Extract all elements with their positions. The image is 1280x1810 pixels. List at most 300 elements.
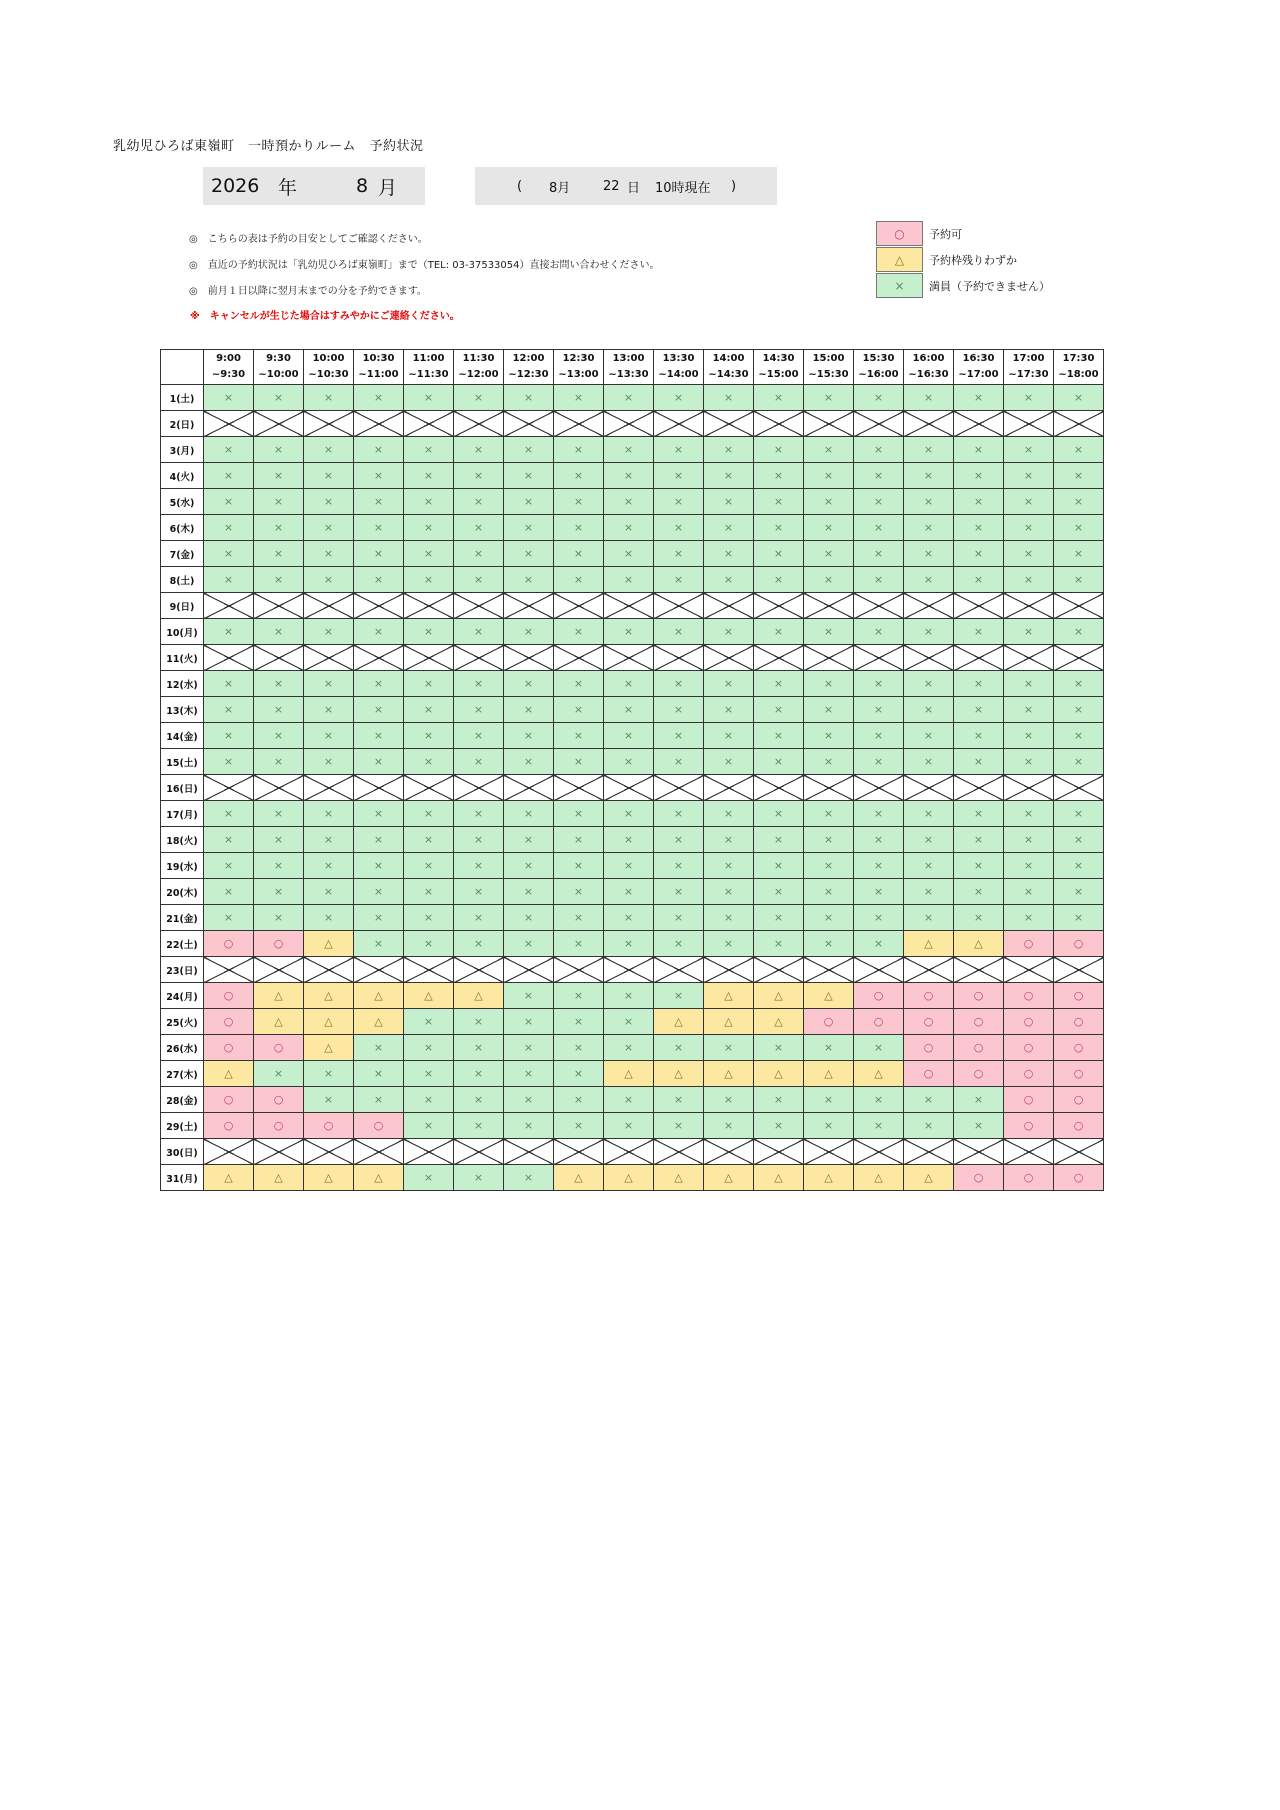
- slot-full-cell: ×: [954, 541, 1004, 567]
- slot-full-cell: ×: [354, 671, 404, 697]
- slot-full-cell: ×: [804, 827, 854, 853]
- slot-closed-cell: [904, 645, 954, 671]
- slot-full-cell: ×: [404, 801, 454, 827]
- slot-closed-cell: [854, 775, 904, 801]
- slot-end: ~17:00: [958, 369, 999, 380]
- slot-closed-cell: [404, 645, 454, 671]
- slot-few-left-cell: △: [204, 1165, 254, 1191]
- slot-full-cell: ×: [1054, 697, 1104, 723]
- day-row: [161, 1165, 1104, 1191]
- slot-full-cell: ×: [1054, 437, 1104, 463]
- slot-closed-cell: [204, 411, 254, 437]
- slot-full-cell: ×: [754, 1113, 804, 1139]
- slot-full-cell: ×: [504, 1009, 554, 1035]
- day-label: 12(水): [161, 671, 204, 697]
- slot-full-cell: ×: [204, 619, 254, 645]
- slot-full-cell: ×: [654, 983, 704, 1009]
- slot-full-cell: ×: [654, 749, 704, 775]
- legend-item-full: [876, 273, 1050, 298]
- slot-full-cell: ×: [204, 879, 254, 905]
- time-slot-header: [754, 350, 804, 385]
- slot-end: ~12:30: [508, 369, 549, 380]
- slot-full-cell: ×: [854, 463, 904, 489]
- slot-full-cell: ×: [204, 827, 254, 853]
- slot-few-left-cell: △: [704, 1165, 754, 1191]
- slot-start: 12:30: [562, 353, 595, 364]
- slot-full-cell: ×: [604, 515, 654, 541]
- slot-full-cell: ×: [904, 697, 954, 723]
- slot-full-cell: ×: [504, 437, 554, 463]
- slot-full-cell: ×: [904, 801, 954, 827]
- slot-full-cell: ×: [204, 541, 254, 567]
- slot-full-cell: ×: [1004, 385, 1054, 411]
- slot-available-cell: ○: [854, 1009, 904, 1035]
- slot-few-left-cell: △: [304, 931, 354, 957]
- day-label: 1(土): [161, 385, 204, 411]
- slot-full-cell: ×: [554, 1087, 604, 1113]
- day-row: [161, 385, 1104, 411]
- note-2: ◎ 直近の予約状況は「乳幼児ひろば東嶺町」まで（TEL: 03-37533054）直接お問い合わせください。: [189, 260, 660, 271]
- slot-full-cell: ×: [354, 463, 404, 489]
- slot-available-cell: ○: [1054, 1009, 1104, 1035]
- slot-full-cell: ×: [304, 567, 354, 593]
- slot-closed-cell: [654, 593, 704, 619]
- day-label: 20(木): [161, 879, 204, 905]
- slot-closed-cell: [254, 1139, 304, 1165]
- slot-full-cell: ×: [254, 697, 304, 723]
- slot-full-cell: ×: [654, 801, 704, 827]
- slot-full-cell: ×: [854, 1087, 904, 1113]
- time-slot-header: [704, 350, 754, 385]
- slot-start: 17:30: [1062, 353, 1095, 364]
- slot-available-cell: ○: [904, 1009, 954, 1035]
- slot-full-cell: ×: [554, 1009, 604, 1035]
- slot-full-cell: ×: [854, 697, 904, 723]
- slot-closed-cell: [754, 411, 804, 437]
- day-label: 10(月): [161, 619, 204, 645]
- slot-full-cell: ×: [504, 1061, 554, 1087]
- slot-few-left-cell: △: [354, 983, 404, 1009]
- slot-full-cell: ×: [354, 905, 404, 931]
- slot-few-left-cell: △: [404, 983, 454, 1009]
- slot-closed-cell: [554, 775, 604, 801]
- slot-full-cell: ×: [704, 385, 754, 411]
- slot-available-cell: ○: [1054, 1113, 1104, 1139]
- slot-full-cell: ×: [304, 515, 354, 541]
- slot-full-cell: ×: [704, 801, 754, 827]
- slot-full-cell: ×: [1004, 567, 1054, 593]
- as-of-time: 10時現在: [655, 180, 711, 196]
- slot-full-cell: ×: [504, 827, 554, 853]
- slot-full-cell: ×: [354, 541, 404, 567]
- slot-closed-cell: [404, 1139, 454, 1165]
- slot-full-cell: ×: [454, 567, 504, 593]
- day-row: [161, 567, 1104, 593]
- slot-closed-cell: [504, 775, 554, 801]
- slot-closed-cell: [404, 593, 454, 619]
- slot-full-cell: ×: [904, 879, 954, 905]
- slot-full-cell: ×: [1054, 385, 1104, 411]
- slot-full-cell: ×: [654, 905, 704, 931]
- slot-closed-cell: [404, 411, 454, 437]
- circle-icon: ○: [876, 221, 923, 246]
- slot-few-left-cell: △: [254, 1009, 304, 1035]
- slot-few-left-cell: △: [954, 931, 1004, 957]
- slot-closed-cell: [1004, 645, 1054, 671]
- slot-closed-cell: [1054, 411, 1104, 437]
- slot-end: ~14:30: [708, 369, 749, 380]
- slot-closed-cell: [954, 411, 1004, 437]
- slot-full-cell: ×: [304, 697, 354, 723]
- slot-full-cell: ×: [304, 1087, 354, 1113]
- slot-closed-cell: [304, 957, 354, 983]
- slot-closed-cell: [404, 775, 454, 801]
- slot-full-cell: ×: [554, 671, 604, 697]
- slot-full-cell: ×: [804, 671, 854, 697]
- slot-available-cell: ○: [254, 1087, 304, 1113]
- slot-closed-cell: [354, 775, 404, 801]
- slot-full-cell: ×: [404, 1061, 454, 1087]
- month-value: 8: [356, 175, 369, 197]
- slot-full-cell: ×: [804, 697, 854, 723]
- slot-start: 11:00: [412, 353, 445, 364]
- slot-full-cell: ×: [954, 749, 1004, 775]
- slot-available-cell: ○: [254, 931, 304, 957]
- slot-full-cell: ×: [304, 905, 354, 931]
- slot-closed-cell: [304, 411, 354, 437]
- month-label: 月: [378, 176, 398, 199]
- slot-full-cell: ×: [1004, 515, 1054, 541]
- slot-closed-cell: [254, 593, 304, 619]
- slot-full-cell: ×: [554, 905, 604, 931]
- slot-full-cell: ×: [954, 853, 1004, 879]
- time-slot-header: [354, 350, 404, 385]
- slot-full-cell: ×: [354, 437, 404, 463]
- slot-full-cell: ×: [1054, 619, 1104, 645]
- slot-full-cell: ×: [904, 1087, 954, 1113]
- slot-full-cell: ×: [404, 723, 454, 749]
- slot-available-cell: ○: [204, 931, 254, 957]
- slot-end: ~11:00: [358, 369, 399, 380]
- day-label: 29(土): [161, 1113, 204, 1139]
- slot-available-cell: ○: [954, 983, 1004, 1009]
- slot-full-cell: ×: [604, 1113, 654, 1139]
- slot-full-cell: ×: [804, 515, 854, 541]
- slot-full-cell: ×: [354, 723, 404, 749]
- slot-full-cell: ×: [604, 385, 654, 411]
- slot-full-cell: ×: [604, 1035, 654, 1061]
- slot-full-cell: ×: [904, 1113, 954, 1139]
- day-row: [161, 645, 1104, 671]
- slot-closed-cell: [504, 957, 554, 983]
- slot-full-cell: ×: [404, 567, 454, 593]
- slot-full-cell: ×: [604, 801, 654, 827]
- slot-full-cell: ×: [954, 437, 1004, 463]
- slot-full-cell: ×: [404, 853, 454, 879]
- slot-closed-cell: [704, 1139, 754, 1165]
- slot-few-left-cell: △: [454, 983, 504, 1009]
- time-slot-header: [254, 350, 304, 385]
- slot-full-cell: ×: [554, 385, 604, 411]
- slot-available-cell: ○: [904, 1035, 954, 1061]
- slot-full-cell: ×: [804, 437, 854, 463]
- slot-full-cell: ×: [804, 619, 854, 645]
- slot-closed-cell: [554, 645, 604, 671]
- slot-full-cell: ×: [754, 853, 804, 879]
- slot-end: ~15:30: [808, 369, 849, 380]
- slot-end: ~18:00: [1058, 369, 1099, 380]
- slot-available-cell: ○: [904, 1061, 954, 1087]
- legend: [876, 221, 1050, 299]
- slot-full-cell: ×: [904, 619, 954, 645]
- slot-full-cell: ×: [1004, 801, 1054, 827]
- slot-full-cell: ×: [304, 853, 354, 879]
- slot-closed-cell: [704, 645, 754, 671]
- slot-full-cell: ×: [954, 1113, 1004, 1139]
- time-slot-header: [504, 350, 554, 385]
- slot-full-cell: ×: [504, 1035, 554, 1061]
- slot-full-cell: ×: [1004, 463, 1054, 489]
- slot-full-cell: ×: [954, 697, 1004, 723]
- slot-full-cell: ×: [1054, 723, 1104, 749]
- slot-full-cell: ×: [404, 515, 454, 541]
- slot-closed-cell: [854, 593, 904, 619]
- slot-end: ~12:00: [458, 369, 499, 380]
- slot-full-cell: ×: [654, 723, 704, 749]
- slot-closed-cell: [604, 593, 654, 619]
- slot-full-cell: ×: [204, 671, 254, 697]
- slot-full-cell: ×: [254, 671, 304, 697]
- slot-full-cell: ×: [954, 827, 1004, 853]
- as-of-open: (: [517, 178, 523, 194]
- slot-full-cell: ×: [604, 437, 654, 463]
- slot-full-cell: ×: [804, 905, 854, 931]
- time-slot-header: [604, 350, 654, 385]
- slot-full-cell: ×: [854, 385, 904, 411]
- slot-full-cell: ×: [354, 1087, 404, 1113]
- slot-full-cell: ×: [704, 1087, 754, 1113]
- slot-full-cell: ×: [204, 437, 254, 463]
- slot-few-left-cell: △: [204, 1061, 254, 1087]
- slot-full-cell: ×: [704, 567, 754, 593]
- slot-full-cell: ×: [1004, 619, 1054, 645]
- slot-closed-cell: [354, 1139, 404, 1165]
- note-1: ◎ こちらの表は予約の目安としてご確認ください。: [189, 234, 428, 245]
- slot-full-cell: ×: [604, 1009, 654, 1035]
- slot-full-cell: ×: [354, 567, 404, 593]
- slot-few-left-cell: △: [904, 931, 954, 957]
- slot-full-cell: ×: [704, 1113, 754, 1139]
- slot-available-cell: ○: [354, 1113, 404, 1139]
- slot-few-left-cell: △: [754, 1061, 804, 1087]
- slot-full-cell: ×: [704, 437, 754, 463]
- slot-closed-cell: [304, 645, 354, 671]
- slot-full-cell: ×: [504, 749, 554, 775]
- slot-closed-cell: [204, 957, 254, 983]
- slot-full-cell: ×: [904, 905, 954, 931]
- slot-full-cell: ×: [604, 1087, 654, 1113]
- slot-full-cell: ×: [304, 489, 354, 515]
- slot-full-cell: ×: [904, 463, 954, 489]
- slot-full-cell: ×: [1054, 671, 1104, 697]
- slot-full-cell: ×: [804, 853, 854, 879]
- slot-available-cell: ○: [1054, 983, 1104, 1009]
- slot-full-cell: ×: [304, 671, 354, 697]
- slot-full-cell: ×: [954, 385, 1004, 411]
- slot-full-cell: ×: [304, 749, 354, 775]
- slot-full-cell: ×: [604, 905, 654, 931]
- slot-full-cell: ×: [254, 541, 304, 567]
- slot-full-cell: ×: [804, 1113, 854, 1139]
- slot-few-left-cell: △: [654, 1061, 704, 1087]
- slot-full-cell: ×: [254, 879, 304, 905]
- slot-full-cell: ×: [804, 567, 854, 593]
- slot-full-cell: ×: [254, 515, 304, 541]
- slot-full-cell: ×: [954, 905, 1004, 931]
- slot-full-cell: ×: [1054, 463, 1104, 489]
- slot-few-left-cell: △: [704, 1061, 754, 1087]
- slot-full-cell: ×: [704, 931, 754, 957]
- slot-closed-cell: [304, 1139, 354, 1165]
- slot-closed-cell: [654, 957, 704, 983]
- slot-full-cell: ×: [954, 1087, 1004, 1113]
- slot-full-cell: ×: [504, 619, 554, 645]
- slot-closed-cell: [754, 593, 804, 619]
- slot-few-left-cell: △: [904, 1165, 954, 1191]
- slot-full-cell: ×: [554, 541, 604, 567]
- slot-full-cell: ×: [504, 463, 554, 489]
- day-row: [161, 827, 1104, 853]
- slot-closed-cell: [654, 775, 704, 801]
- slot-full-cell: ×: [454, 463, 504, 489]
- slot-full-cell: ×: [254, 801, 304, 827]
- slot-few-left-cell: △: [304, 983, 354, 1009]
- slot-full-cell: ×: [454, 1087, 504, 1113]
- slot-full-cell: ×: [304, 437, 354, 463]
- slot-few-left-cell: △: [754, 983, 804, 1009]
- slot-full-cell: ×: [1054, 879, 1104, 905]
- slot-end: ~10:30: [308, 369, 349, 380]
- slot-few-left-cell: △: [604, 1061, 654, 1087]
- slot-full-cell: ×: [504, 879, 554, 905]
- slot-full-cell: ×: [204, 385, 254, 411]
- legend-label: 満員（予約できません）: [929, 279, 1050, 293]
- slot-few-left-cell: △: [854, 1165, 904, 1191]
- slot-full-cell: ×: [604, 983, 654, 1009]
- slot-closed-cell: [754, 645, 804, 671]
- slot-full-cell: ×: [654, 619, 704, 645]
- slot-end: ~17:30: [1008, 369, 1049, 380]
- slot-few-left-cell: △: [704, 1009, 754, 1035]
- slot-full-cell: ×: [654, 827, 704, 853]
- slot-closed-cell: [704, 775, 754, 801]
- slot-closed-cell: [604, 1139, 654, 1165]
- slot-closed-cell: [554, 1139, 604, 1165]
- slot-closed-cell: [354, 411, 404, 437]
- slot-full-cell: ×: [854, 515, 904, 541]
- slot-full-cell: ×: [954, 515, 1004, 541]
- slot-start: 9:00: [216, 353, 241, 364]
- slot-full-cell: ×: [354, 931, 404, 957]
- slot-full-cell: ×: [554, 879, 604, 905]
- day-row: [161, 1061, 1104, 1087]
- slot-full-cell: ×: [654, 437, 704, 463]
- slot-available-cell: ○: [1004, 1061, 1054, 1087]
- slot-closed-cell: [354, 957, 404, 983]
- slot-few-left-cell: △: [604, 1165, 654, 1191]
- slot-few-left-cell: △: [554, 1165, 604, 1191]
- day-label: 2(日): [161, 411, 204, 437]
- slot-full-cell: ×: [304, 541, 354, 567]
- slot-closed-cell: [354, 593, 404, 619]
- slot-full-cell: ×: [204, 463, 254, 489]
- slot-few-left-cell: △: [254, 983, 304, 1009]
- slot-full-cell: ×: [854, 879, 904, 905]
- day-row: [161, 411, 1104, 437]
- slot-full-cell: ×: [804, 541, 854, 567]
- slot-full-cell: ×: [904, 541, 954, 567]
- slot-start: 13:00: [612, 353, 645, 364]
- slot-full-cell: ×: [854, 437, 904, 463]
- day-label: 21(金): [161, 905, 204, 931]
- slot-full-cell: ×: [1004, 853, 1054, 879]
- slot-full-cell: ×: [454, 541, 504, 567]
- slot-full-cell: ×: [454, 1035, 504, 1061]
- slot-available-cell: ○: [204, 1035, 254, 1061]
- slot-closed-cell: [954, 957, 1004, 983]
- slot-full-cell: ×: [754, 723, 804, 749]
- slot-full-cell: ×: [504, 983, 554, 1009]
- year-value: 2026: [211, 175, 260, 197]
- slot-closed-cell: [204, 593, 254, 619]
- slot-available-cell: ○: [1054, 1061, 1104, 1087]
- slot-full-cell: ×: [504, 515, 554, 541]
- slot-full-cell: ×: [704, 827, 754, 853]
- day-row: [161, 619, 1104, 645]
- slot-full-cell: ×: [204, 567, 254, 593]
- day-row: [161, 957, 1104, 983]
- slot-full-cell: ×: [954, 723, 1004, 749]
- slot-closed-cell: [904, 775, 954, 801]
- slot-full-cell: ×: [454, 931, 504, 957]
- slot-closed-cell: [904, 411, 954, 437]
- slot-full-cell: ×: [1054, 853, 1104, 879]
- day-label: 17(月): [161, 801, 204, 827]
- header-corner: [161, 350, 204, 385]
- slot-full-cell: ×: [554, 437, 604, 463]
- slot-closed-cell: [904, 593, 954, 619]
- slot-full-cell: ×: [1004, 437, 1054, 463]
- slot-start: 9:30: [266, 353, 291, 364]
- slot-full-cell: ×: [554, 853, 604, 879]
- slot-full-cell: ×: [1054, 541, 1104, 567]
- slot-full-cell: ×: [404, 1035, 454, 1061]
- slot-full-cell: ×: [1054, 515, 1104, 541]
- slot-closed-cell: [554, 411, 604, 437]
- slot-start: 15:00: [812, 353, 845, 364]
- slot-full-cell: ×: [704, 619, 754, 645]
- legend-item-available: [876, 221, 1050, 246]
- slot-full-cell: ×: [1004, 723, 1054, 749]
- slot-available-cell: ○: [1054, 1087, 1104, 1113]
- slot-full-cell: ×: [204, 749, 254, 775]
- slot-full-cell: ×: [754, 567, 804, 593]
- day-row: [161, 983, 1104, 1009]
- slot-closed-cell: [704, 593, 754, 619]
- slot-start: 16:30: [962, 353, 995, 364]
- slot-closed-cell: [854, 411, 904, 437]
- slot-full-cell: ×: [504, 385, 554, 411]
